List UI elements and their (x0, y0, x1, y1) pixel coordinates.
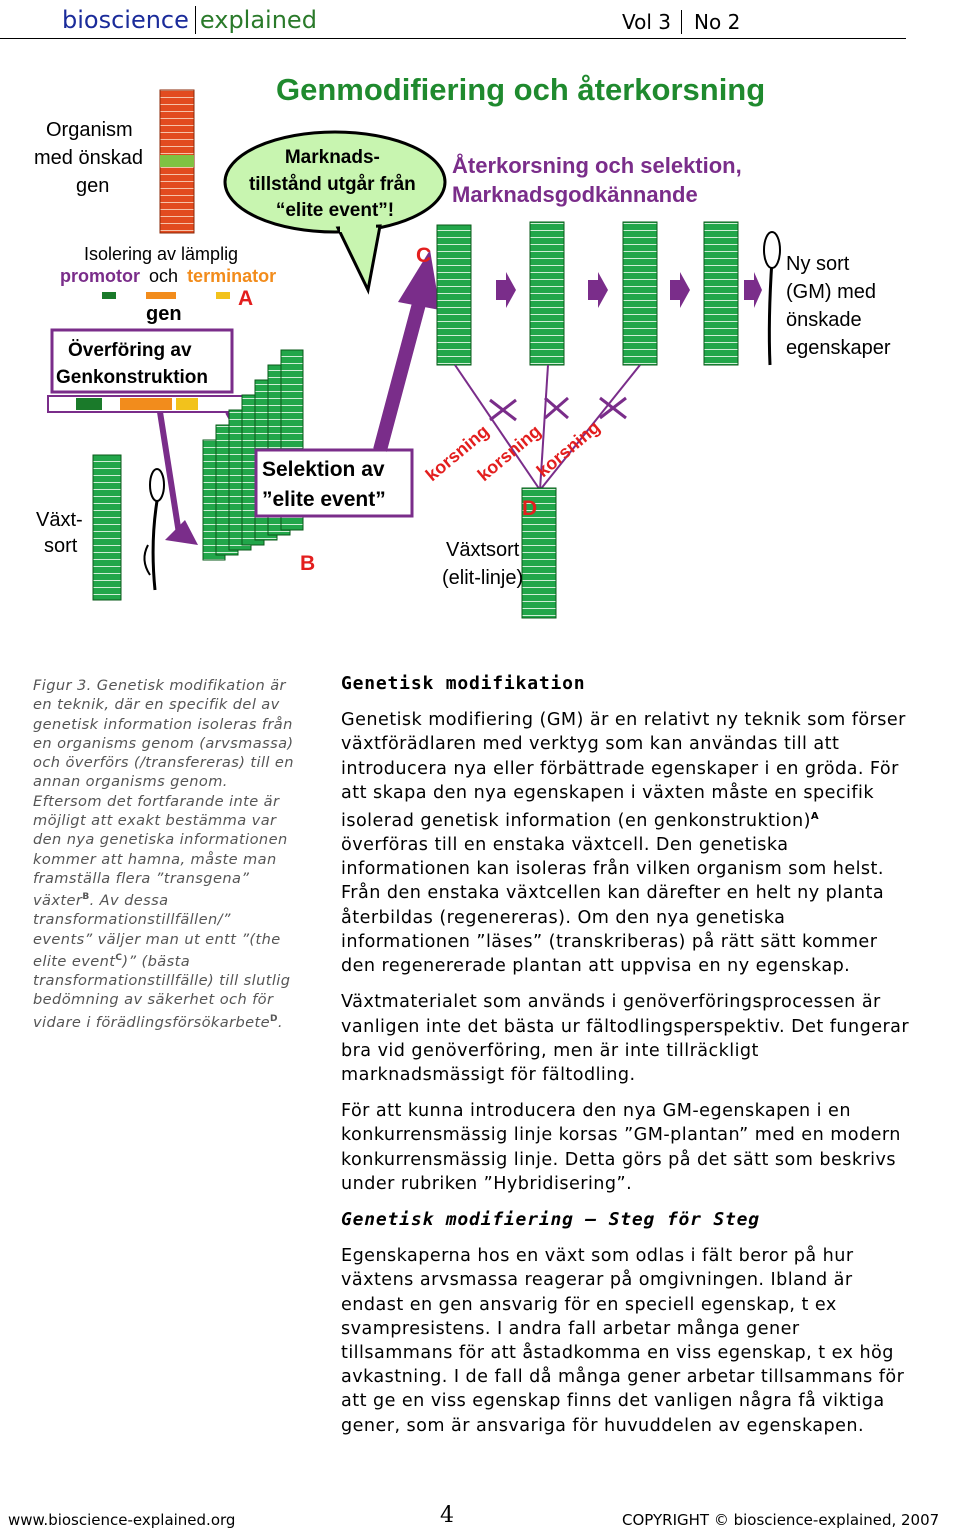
selection-arrow (380, 300, 420, 450)
volume-info (622, 10, 740, 34)
gene-construct-bar (48, 396, 250, 412)
variety-label: Växt- sort (36, 509, 83, 557)
new-variety-plant-icon (764, 232, 780, 365)
backcross-series (437, 222, 762, 365)
isolation-label: Isolering av lämplig (84, 244, 239, 264)
brand-bioscience: bioscience (62, 6, 189, 34)
figure-diagram (0, 40, 960, 665)
variety-chromosome (93, 455, 121, 600)
backcross-title: Återkorsning och selektion, Marknadsgodkännande (452, 153, 742, 207)
footer-url: www.bioscience-explained.org (8, 1511, 236, 1529)
svg-text:Marknads- tillstånd utgå: Marknads- tillstånd utgår från “elite event”! (248, 147, 416, 221)
page-header (0, 0, 906, 39)
paragraph-4: Egenskaperna hos en växt som odlas i fält beror på hur växtens arvsmassa reagerar på omgivningen. Ibland är endast en gen ansvarig för en speciell egenskap, t ex svampresistens. I andra fall arbetar många gener tillsammans för att åstadkomma en viss egenskap, t ex hög avkastning. I de fall då många gener arbetar tillsammans för att ge en viss egenskap finns det vanligen några få viktiga gener, som är ansvariga för huvuddelen av egenskapen. (341, 1246, 905, 1436)
selection-box (256, 450, 412, 516)
brand-explained: explained (195, 6, 317, 34)
construct-arrowhead-left (165, 520, 198, 545)
organism-label: Organism med önskad gen (34, 119, 143, 197)
footer-copyright: COPYRIGHT © bioscience-explained, 2007 (622, 1511, 940, 1529)
gene-segment (146, 292, 176, 299)
paragraph-3: För att kunna introducera den nya GM-egenskapen i en konkurrensmässig linje korsas ”GM-plantan” med en modern konkurrensmässig linje. Detta görs på det sätt som beskrivs under rubriken ”Hybridisering”. (341, 1101, 901, 1194)
korsning-label-2: korsning (473, 420, 545, 486)
letter-c: C (416, 244, 432, 267)
page-number: 4 (440, 1503, 454, 1528)
korsning-label-1: korsning (421, 420, 493, 486)
korsning-label-3: korsning (532, 416, 604, 482)
journal-brand (62, 6, 317, 34)
elite-line-label: Växtsort (elit-linje) (442, 539, 524, 589)
letter-b: B (300, 552, 316, 575)
svg-text:Överföring av Genkonstru: Överföring av Genkonstruktion (56, 340, 209, 388)
paragraph-1: Genetisk modifiering (GM) är en relativt ny teknik som förser växtförädlaren med verktyg som kan användas till att introducera nya eller förbättrade egenskaper i en gröda. För att skapa den nya egenskapen i växten måste en specifik isolerad genetisk information (en genkonstruktion)$^A$ överföras till en enstaka växtcell. Den genetiska informationen kan isoleras från vilken organism som helst. Från den enstaka växtcellen kan därefter en helt ny planta återbildas (regenereras). Om den nya genetiska informationen ”läses” (transkriberas) på rätt sätt kommer den regenererade plantan att uppvisa en ny egenskap. (341, 710, 906, 977)
gene-label: gen (146, 303, 182, 325)
figure-title: Genmodifiering och återkorsning (276, 72, 766, 107)
section-heading-steg-for-steg: Genetisk modifiering — Steg för Steg (341, 1208, 760, 1230)
promotor-segment (102, 292, 116, 299)
variety-plant-icon (144, 469, 164, 590)
promotor-terminator-label: promotor och terminator (60, 266, 277, 286)
volume-number: Vol 3 (622, 10, 672, 34)
new-variety-label: Ny sort (GM) med önskade egenskaper (786, 253, 891, 359)
desired-gene-marker (160, 155, 194, 167)
letter-d: D (522, 497, 538, 520)
terminator-segment (216, 292, 230, 299)
svg-text:Selektion av ”elite even: Selektion av ”elite event” (262, 458, 386, 511)
figure-caption: Figur 3. Genetisk modifikation är en teknik, där en specifik del av genetisk information isoleras från en organisms genom (arvsmassa) och överförs (/transfereras) till en annan organisms genom. Eftersom det fortfarande inte är möjligt att exakt bestämma var den nya genetiska informationen kommer att hamna, måste man framställa flera ”transgena” växter$^B$. Av dessa transformationstillfällen/” events” väljer man ut entt ”(the elite event$^C$)” (bästa transformationstillfälle) till slutlig bedömning av säkerhet och för vidare i förädlingsförsökarbete$^D$. (33, 677, 294, 1031)
section-heading-genetisk-modifikation: Genetisk modifikation (341, 673, 586, 694)
paragraph-2: Växtmaterialet som används i genöverföringsprocessen är vanligen inte det bästa ur fältodlingsperspektiv. Det fungerar bra vid genöverföring, men är inte tillräckligt marknadsmässigt för fältodling. (341, 992, 910, 1085)
article-column (341, 672, 911, 1450)
issue-number: No 2 (681, 10, 740, 34)
letter-a: A (238, 287, 254, 310)
transfer-box (52, 330, 232, 392)
